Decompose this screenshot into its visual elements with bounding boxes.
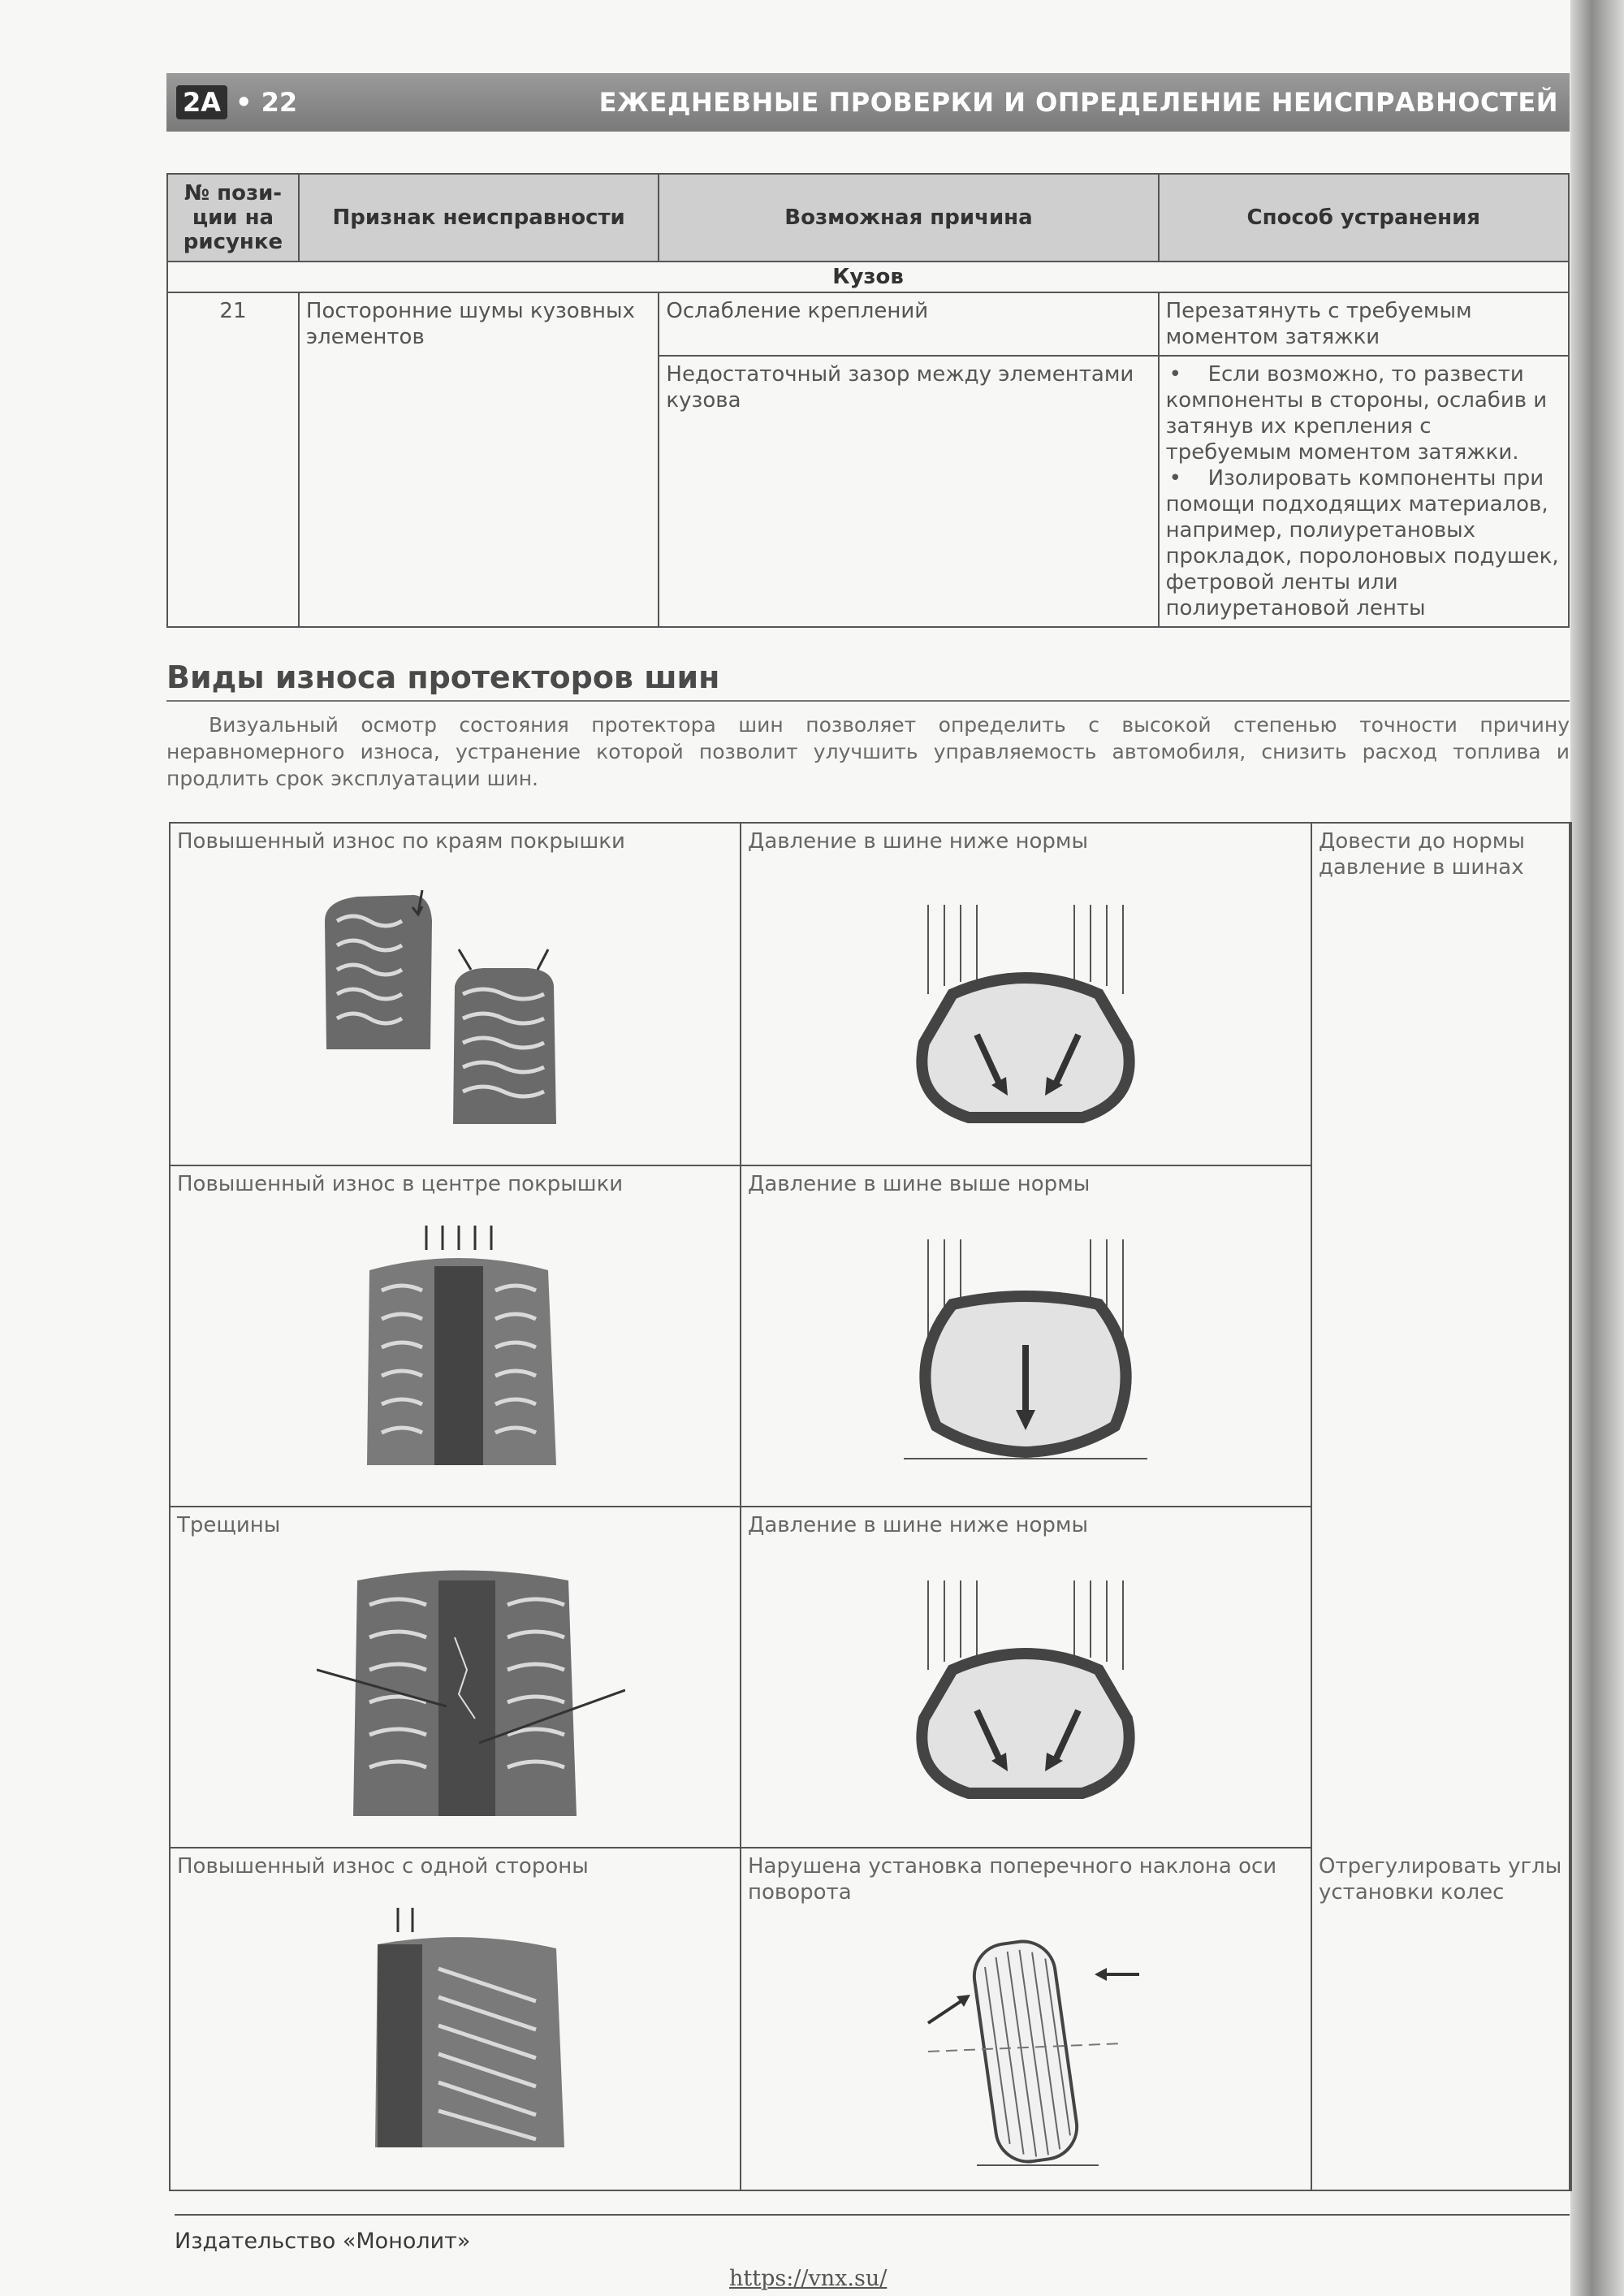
page-header bbox=[166, 73, 1570, 132]
cause-cell-1 bbox=[741, 824, 1312, 1166]
remedy-cell-1 bbox=[1312, 824, 1570, 1848]
table-row bbox=[167, 292, 1569, 356]
overinflated-tire-illustration bbox=[904, 1239, 1147, 1483]
publisher-label: Издательство «Монолит» bbox=[175, 2229, 471, 2254]
row-remedy-1: Перезатянуть с требуемым моментом затяжки bbox=[1159, 292, 1569, 356]
cracked-tire-illustration bbox=[317, 1564, 625, 1824]
chapter-badge bbox=[176, 83, 297, 122]
wear-cell-4 bbox=[171, 1848, 741, 2190]
section-label: Кузов bbox=[167, 262, 1569, 292]
wear-caption: Повышенный износ в центре покрышки bbox=[177, 1172, 624, 1196]
cause-cell-4 bbox=[741, 1848, 1312, 2190]
wear-caption: Повышенный износ по краям покрышки bbox=[177, 829, 625, 854]
faults-table bbox=[166, 173, 1570, 628]
row-position: 21 bbox=[167, 292, 299, 627]
cause-caption: Давление в шине ниже нормы bbox=[748, 1513, 1089, 1537]
row-cause-2: Недостаточный зазор между элементами кузова bbox=[659, 356, 1158, 627]
wear-caption: Трещины bbox=[177, 1513, 281, 1537]
underinflated-tire-illustration bbox=[904, 905, 1147, 1148]
cause-caption: Давление в шине ниже нормы bbox=[748, 829, 1089, 854]
wear-cell-2 bbox=[171, 1166, 741, 1507]
underinflated-tire-illustration bbox=[904, 1580, 1147, 1824]
page-number: • 22 bbox=[235, 87, 298, 118]
footer-divider bbox=[175, 2214, 1570, 2216]
camber-misalignment-illustration bbox=[896, 1930, 1155, 2173]
book-spine-shadow bbox=[1570, 0, 1624, 2296]
row-symptom: Посторонние шумы кузовных элементов bbox=[299, 292, 659, 627]
section-divider bbox=[166, 700, 1570, 702]
cause-caption: Нарушена установка поперечного наклона оси поворота bbox=[748, 1854, 1277, 1905]
row-cause-1: Ослабление креплений bbox=[659, 292, 1158, 356]
row-remedy-2 bbox=[1159, 356, 1569, 627]
cause-caption: Давление в шине выше нормы bbox=[748, 1172, 1091, 1196]
wear-caption: Повышенный износ с одной стороны bbox=[177, 1854, 589, 1879]
remedy-cell-4 bbox=[1312, 1848, 1570, 2190]
col-cause-header: Возможная причина bbox=[659, 174, 1158, 262]
source-link[interactable]: https://vnx.su/ bbox=[729, 2266, 888, 2291]
remedy-bullet: • Если возможно, то развести компоненты в стороны, ослабив и затянув их крепления с требуемым моментом затяжки. bbox=[1166, 361, 1561, 465]
cause-cell-2 bbox=[741, 1166, 1312, 1507]
section-row bbox=[167, 262, 1569, 292]
tread-wear-grid bbox=[169, 822, 1572, 2191]
wear-cell-1 bbox=[171, 824, 741, 1166]
wear-cell-3 bbox=[171, 1507, 741, 1848]
center-wear-tire-illustration bbox=[357, 1222, 568, 1481]
chapter-number: 2А bbox=[176, 85, 227, 119]
remedy-caption: Довести до нормы давление в шинах bbox=[1319, 829, 1525, 880]
col-remedy-header: Способ устранения bbox=[1159, 174, 1569, 262]
intro-paragraph: Визуальный осмотр состояния протектора шин позволяет определить с высокой степенью точности причину неравномерного износа, устранение которой позволит улучшить управляемость автомобиля, снизить расход топлива и продлить срок эксплуатации шин. bbox=[166, 713, 1570, 790]
remedy-bullet: • Изолировать компоненты при помощи подходящих материалов, например, полиуретановых прокладок, поролоновых подушек, фетровой ленты или полиуретановой ленты bbox=[1166, 465, 1561, 621]
section-title: Виды износа протекторов шин bbox=[166, 659, 720, 695]
remedy-caption: Отрегулировать углы установки колес bbox=[1319, 1854, 1562, 1905]
one-side-wear-tire-illustration bbox=[365, 1904, 577, 2164]
col-position-header: № пози-ции на рисунке bbox=[167, 174, 299, 262]
cause-cell-3 bbox=[741, 1507, 1312, 1848]
table-header-row bbox=[167, 174, 1569, 262]
header-title: ЕЖЕДНЕВНЫЕ ПРОВЕРКИ И ОПРЕДЕЛЕНИЕ НЕИСПРАВНОСТЕЙ bbox=[598, 87, 1558, 118]
col-symptom-header: Признак неисправности bbox=[299, 174, 659, 262]
edge-wear-tire-illustration bbox=[309, 880, 577, 1157]
